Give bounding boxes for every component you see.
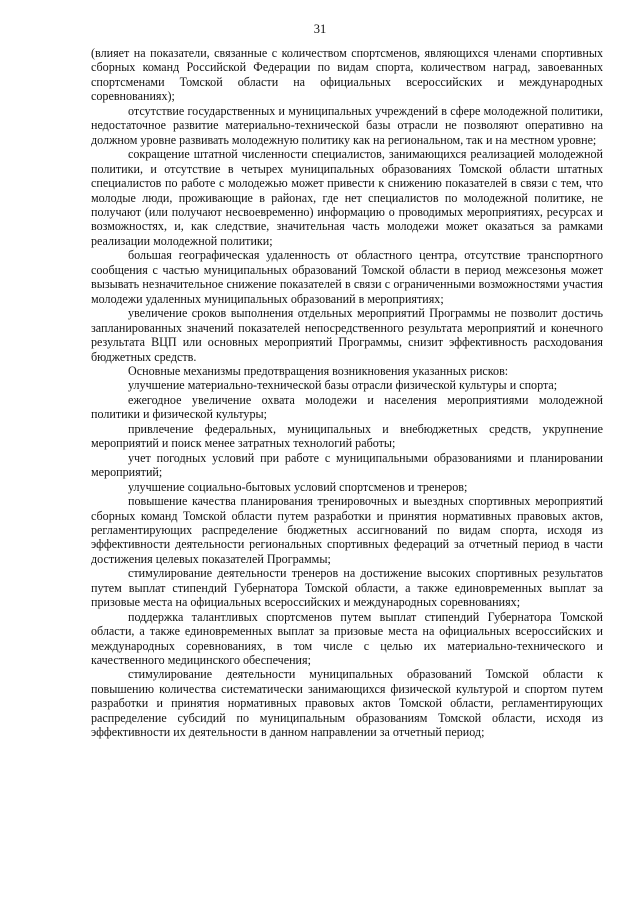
paragraph: Основные механизмы предотвращения возникновения указанных рисков:	[128, 363, 509, 378]
paragraph: повышение качества планирования тренировочных и выездных спортивных мероприятий сборных команд Томской области путем разработки и принятия нормативных правовых актов, регламентирующих распределение бюджетных ассигнований по видам спорта, исходя из эффективности деятельности региональных спортивных федераций за отчетный период в части достижения целевых показателей Программы;	[91, 494, 603, 566]
paragraph: ежегодное увеличение охвата молодежи и населения мероприятиями молодежной политики и физической культуры;	[91, 392, 603, 422]
page-number: 31	[313, 22, 327, 36]
paragraph: (влияет на показатели, связанные с количеством спортсменов, являющихся членами спортивных сборных команд Российской Федерации по видам спорта, количеством наград, завоеванных спортсменами Томской области на официальных всероссийских и международных соревнованиях);	[91, 46, 603, 104]
paragraph: сокращение штатной численности специалистов, занимающихся реализацией молодежной политики, и отсутствие в четырех муниципальных образованиях Томской области штатных специалистов по работе с молодежью может привести к снижению показателей в связи с тем, что молодые люди, проживающие в районах, где нет специалистов по молодежной политике, не получают (или получают несвоевременно) информацию о проводимых мероприятиях, ресурсах и возможностях, и, как следствие, значительная часть молодежи может оказаться за рамками реализации молодежной политики;	[91, 147, 603, 248]
paragraph: большая географическая удаленность от областного центра, отсутствие транспортного сообщения с частью муниципальных образований Томской области в период межсезонья может вызывать незначительное снижение показателей в связи с ограниченными возможностями участия молодежи удаленных муниципальных образований в мероприятиях;	[91, 248, 603, 306]
paragraph: привлечение федеральных, муниципальных и внебюджетных средств, укрупнение мероприятий и поиск менее затратных технологий работы;	[91, 421, 603, 451]
paragraph: улучшение материально-технической базы отрасли физической культуры и спорта;	[128, 378, 558, 393]
paragraph: отсутствие государственных и муниципальных учреждений в сфере молодежной политики, недостаточное развитие материально-технической базы отрасли не позволяют оперативно на должном уровне развивать молодежную политику как на региональном, так и на местном уровне;	[91, 103, 603, 147]
paragraph: учет погодных условий при работе с муниципальными образованиями и планировании мероприятий;	[91, 450, 603, 480]
paragraph: стимулирование деятельности тренеров на достижение высоких спортивных результатов путем выплат стипендий Губернатора Томской области, а также единовременных выплат за призовые места на официальных всероссийских и международных соревнованиях;	[91, 566, 603, 610]
paragraph: улучшение социально-бытовых условий спортсменов и тренеров;	[128, 479, 468, 494]
paragraph: увеличение сроков выполнения отдельных мероприятий Программы не позволит достичь запланированных значений показателей непосредственного результата мероприятий и конечного результата ВЦП или основных мероприятий Программы, снизит эффективность расходования бюджетных средств.	[91, 306, 603, 364]
paragraph: поддержка талантливых спортсменов путем выплат стипендий Губернатора Томской области, а также единовременных выплат за призовые места на официальных всероссийских и международных соревнованиях, в том числе с целью их материально-технического и качественного медицинского обеспечения;	[91, 609, 603, 668]
document-body	[91, 46, 603, 740]
paragraph: стимулирование деятельности муниципальных образований Томской области к повышению количества систематически занимающихся физической культурой и спортом путем разработки и принятия нормативных правовых актов Томской области, регламентирующих распределение субсидий по муниципальным образованиям Томской области, исходя из эффективности их деятельности в данном направлении за отчетный период;	[91, 667, 603, 740]
